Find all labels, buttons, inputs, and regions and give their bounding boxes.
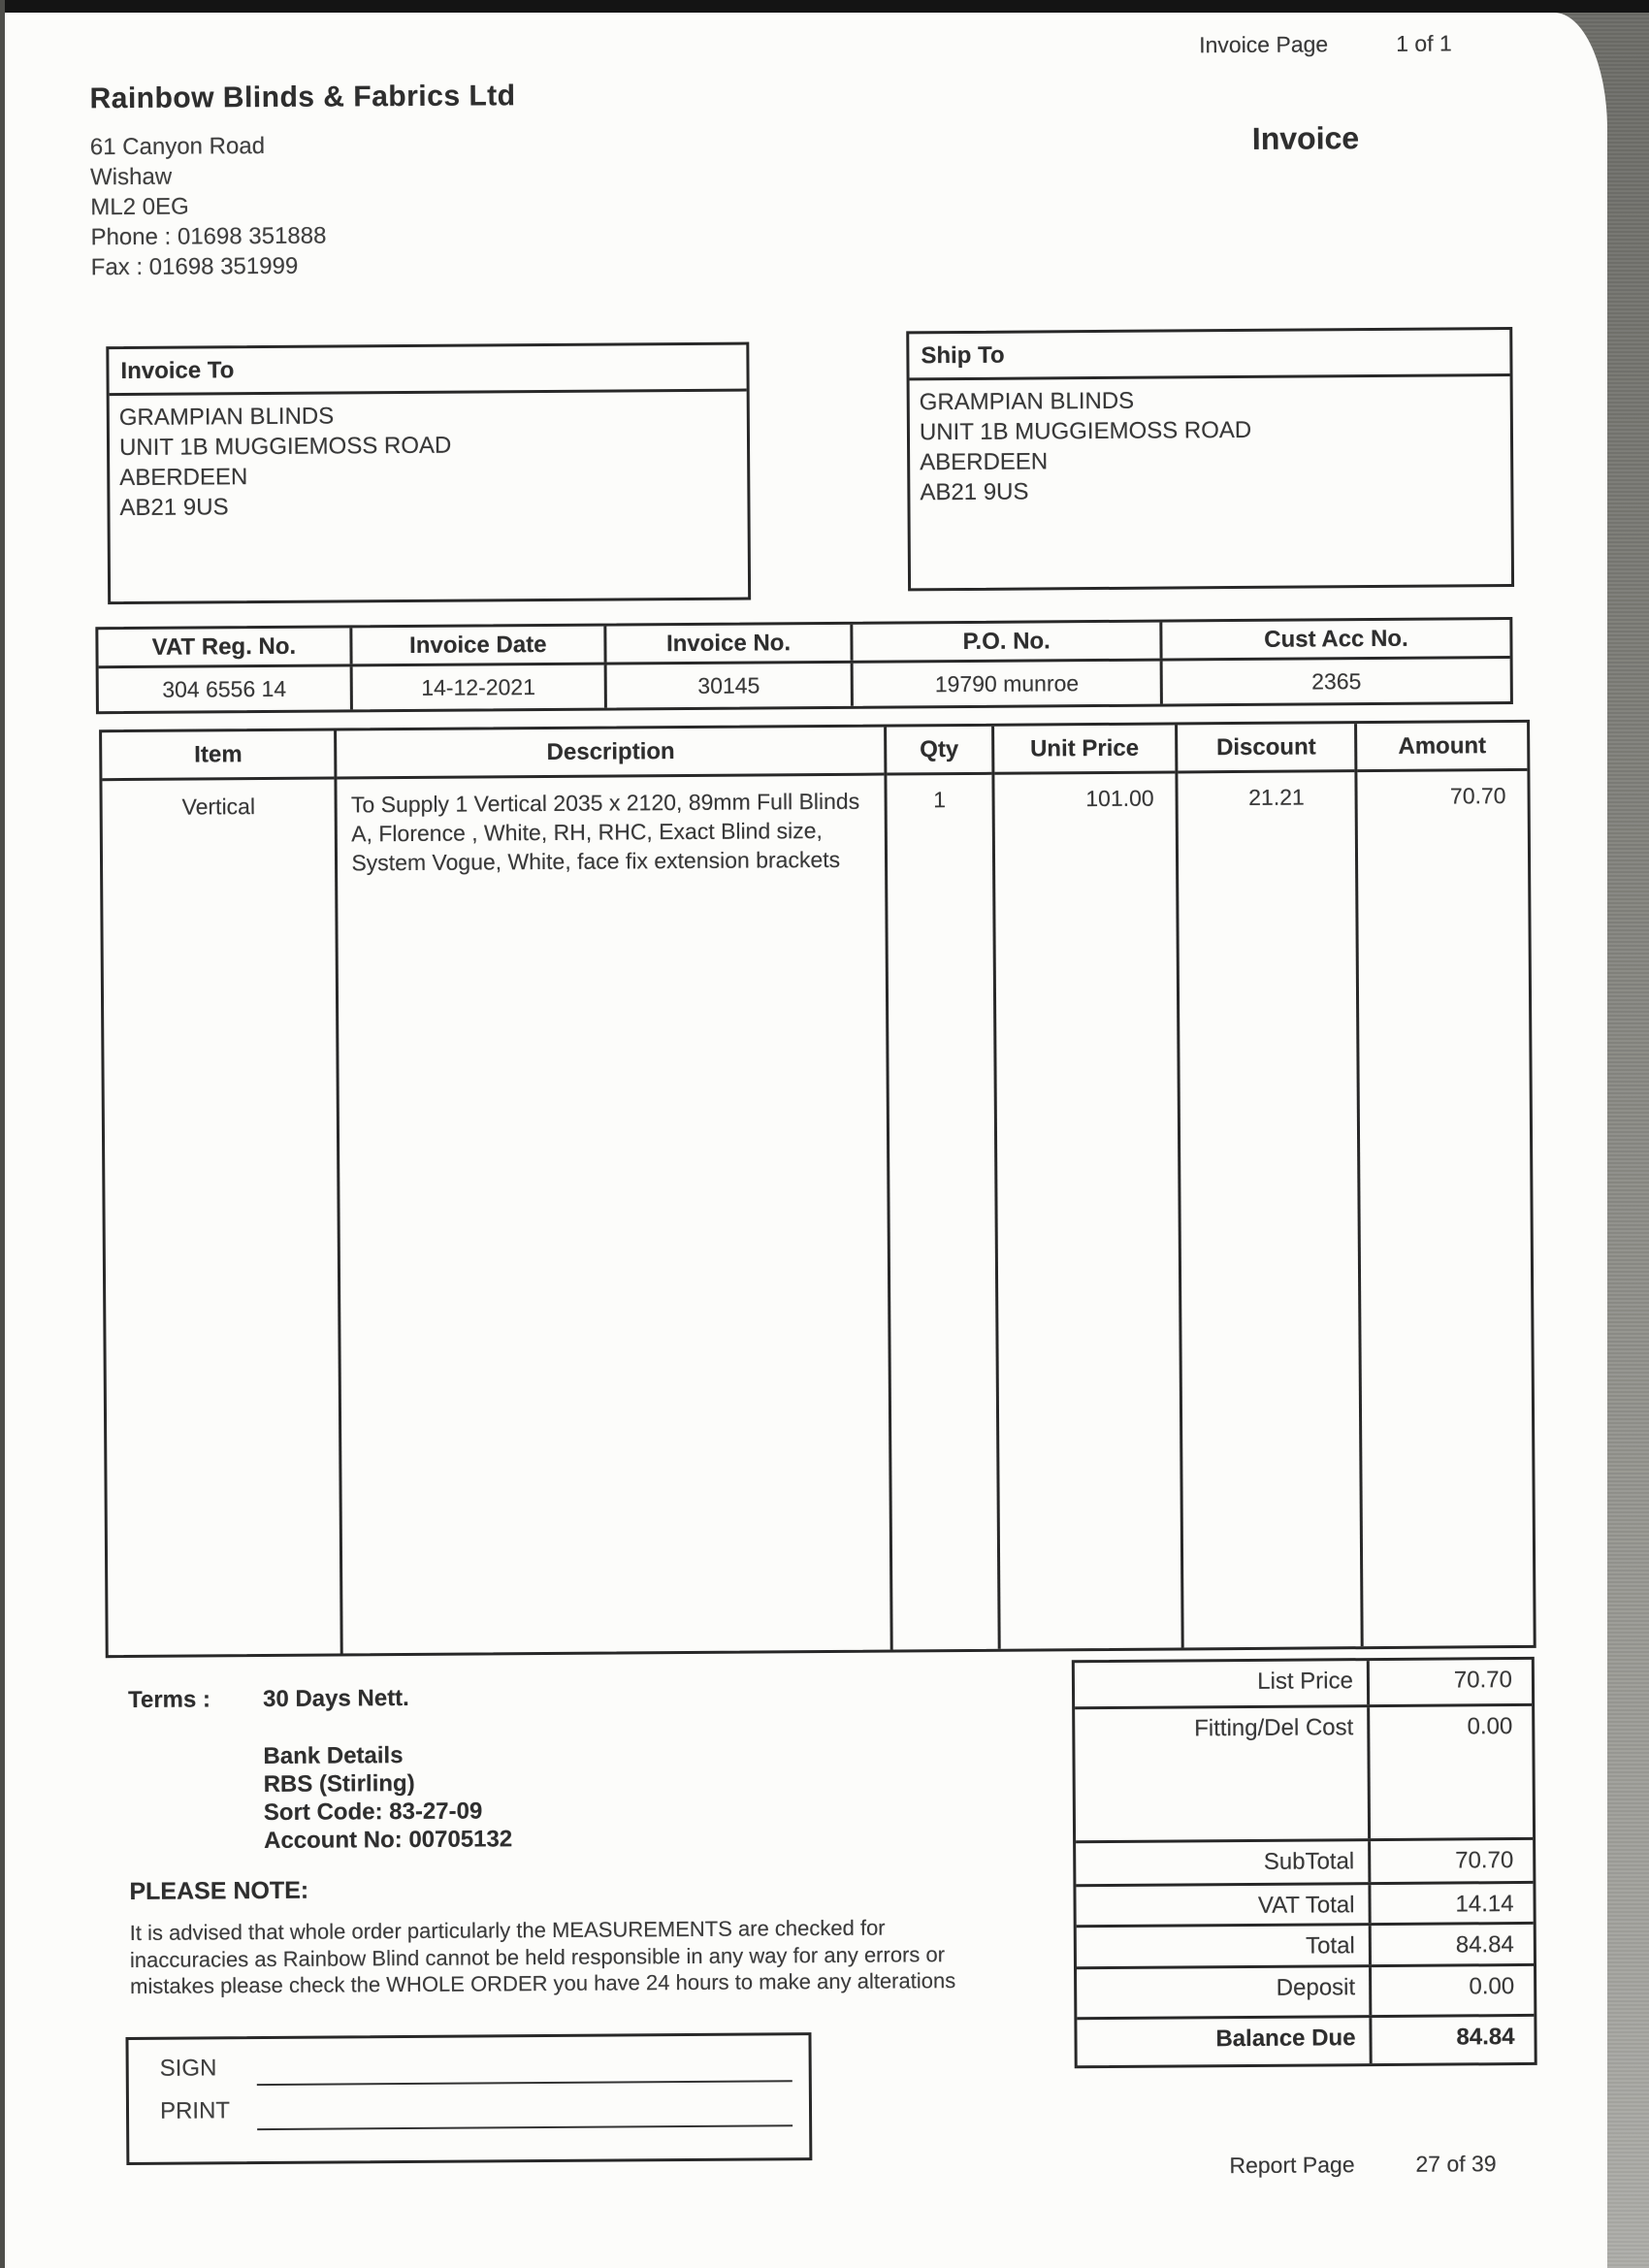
totals-label: Deposit [1276,1974,1356,2001]
ship-to-address [910,376,1511,514]
meta-value-cust-acc: 2365 [1311,667,1362,694]
ship-to-line: ABERDEEN [920,448,1049,476]
meta-value-invoice-no: 30145 [606,664,854,708]
totals-label: Total [1306,1932,1355,1960]
invoice-to-line: AB21 9US [119,494,229,522]
company-fax: Fax : 01698 351999 [90,252,299,281]
ship-to-header: Ship To [909,330,1509,380]
items-header-unit-price: Unit Price [994,725,1176,774]
bank-account-no: Account No: 00705132 [263,1826,513,1855]
meta-header-po-no: P.O. No. [854,623,1163,661]
invoice-to-box [106,342,751,605]
totals-value: 0.00 [1369,1966,1534,2015]
meta-value-vat-reg: 304 6556 14 [99,666,353,711]
page-info-label: Invoice Page [1199,31,1329,58]
totals-label: List Price [1257,1668,1354,1695]
totals-value: 84.84 [1369,2017,1534,2063]
items-header-item: Item [102,731,335,782]
company-address-line: 61 Canyon Road [89,133,266,161]
items-table [99,720,1536,1658]
page-info-value: 1 of 1 [1396,30,1452,56]
items-column-description [337,728,893,1654]
totals-row-subtotal [1076,1840,1533,1887]
totals-label: VAT Total [1257,1892,1355,1919]
invoice-meta-table [95,617,1513,714]
invoice-to-line: UNIT 1B MUGGIEMOSS ROAD [118,432,452,462]
signature-box [125,2032,812,2165]
items-column-item [102,730,343,1655]
report-page-value: 27 of 39 [1415,2151,1497,2177]
item-cell-amount: 70.70 [1449,783,1506,809]
invoice-to-line: GRAMPIAN BLINDS [118,403,335,432]
items-column-qty [887,727,1000,1650]
items-column-unit-price [994,725,1184,1648]
item-cell-description: To Supply 1 Vertical 2035 x 2120, 89mm Full Blinds A, Florence , White, RH, RHC, Exact Blind size, System Vogue, White, face fix extension brackets [350,788,860,876]
note-title: PLEASE NOTE: [129,1876,309,1906]
meta-header-invoice-no: Invoice No. [606,625,854,663]
meta-header-cust-acc: Cust Acc No. [1264,625,1408,653]
print-label: PRINT [159,2097,231,2124]
company-address-line: ML2 0EG [90,193,189,221]
item-cell-qty: 1 [933,787,947,813]
totals-box [1072,1657,1537,2068]
document-title: Invoice [1251,120,1360,156]
item-cell-item: Vertical [181,794,256,820]
totals-row-fitting-del-cost [1075,1706,1533,1843]
bank-sort-code: Sort Code: 83-27-09 [263,1798,483,1827]
report-page-label: Report Page [1229,2152,1355,2179]
invoice-to-address [110,392,748,531]
bank-details-title: Bank Details [263,1742,404,1770]
totals-label: SubTotal [1263,1848,1355,1875]
ship-to-line: AB21 9US [920,478,1029,506]
items-header-qty: Qty [887,727,991,776]
sign-line [257,2080,792,2086]
totals-value: 0.00 [1367,1706,1533,1838]
sign-label: SIGN [159,2055,217,2082]
invoice-to-header: Invoice To [109,345,746,397]
items-header-amount: Amount [1357,723,1527,772]
company-name: Rainbow Blinds & Fabrics Ltd [89,80,516,115]
totals-label: Fitting/Del Cost [1194,1714,1354,1742]
meta-value-po-no: 19790 munroe [854,662,1163,706]
company-phone: Phone : 01698 351888 [90,222,327,251]
meta-header-invoice-date: Invoice Date [352,627,606,664]
note-body: It is advised that whole order particularly the MEASUREMENTS are checked for inaccuracies as Rainbow Blind cannot be held responsible in any way for any errors or mistakes please check the WHOLE ORDER you have 24 hours to make any alterations [129,1915,956,1999]
totals-row-balance-due [1077,2017,1534,2065]
print-line [257,2124,792,2130]
scanner-edge-left [0,0,5,2268]
ship-to-line: UNIT 1B MUGGIEMOSS ROAD [919,416,1252,446]
totals-value: 70.70 [1368,1840,1533,1882]
ship-to-line: GRAMPIAN BLINDS [919,387,1135,416]
ship-to-box [906,327,1514,591]
totals-row-vat-total [1076,1884,1533,1928]
meta-value-row [99,659,1510,711]
bank-name: RBS (Stirling) [263,1769,415,1798]
totals-value: 84.84 [1369,1925,1534,1964]
totals-value: 14.14 [1368,1884,1533,1923]
meta-value-invoice-date: 14-12-2021 [353,665,607,710]
terms-value: 30 Days Nett. [262,1685,409,1713]
company-address [90,131,327,283]
items-column-amount [1357,723,1533,1646]
terms-label: Terms : [127,1686,211,1714]
totals-row-deposit [1077,1966,1534,2020]
totals-value: 70.70 [1367,1660,1532,1704]
items-column-discount [1178,724,1364,1647]
company-address-line: Wishaw [90,163,173,191]
totals-row-total [1077,1925,1534,1969]
totals-row-list-price [1075,1660,1532,1709]
item-cell-unit-price: 101.00 [1085,785,1154,812]
bank-details [263,1740,512,1855]
invoice-to-line: ABERDEEN [119,464,248,492]
totals-label: Balance Due [1215,2025,1356,2053]
meta-header-vat-reg: VAT Reg. No. [98,628,352,665]
items-header-discount: Discount [1178,724,1354,773]
item-cell-discount: 21.21 [1248,784,1305,810]
items-header-description: Description [337,728,884,780]
scanner-edge-top [0,0,1649,13]
